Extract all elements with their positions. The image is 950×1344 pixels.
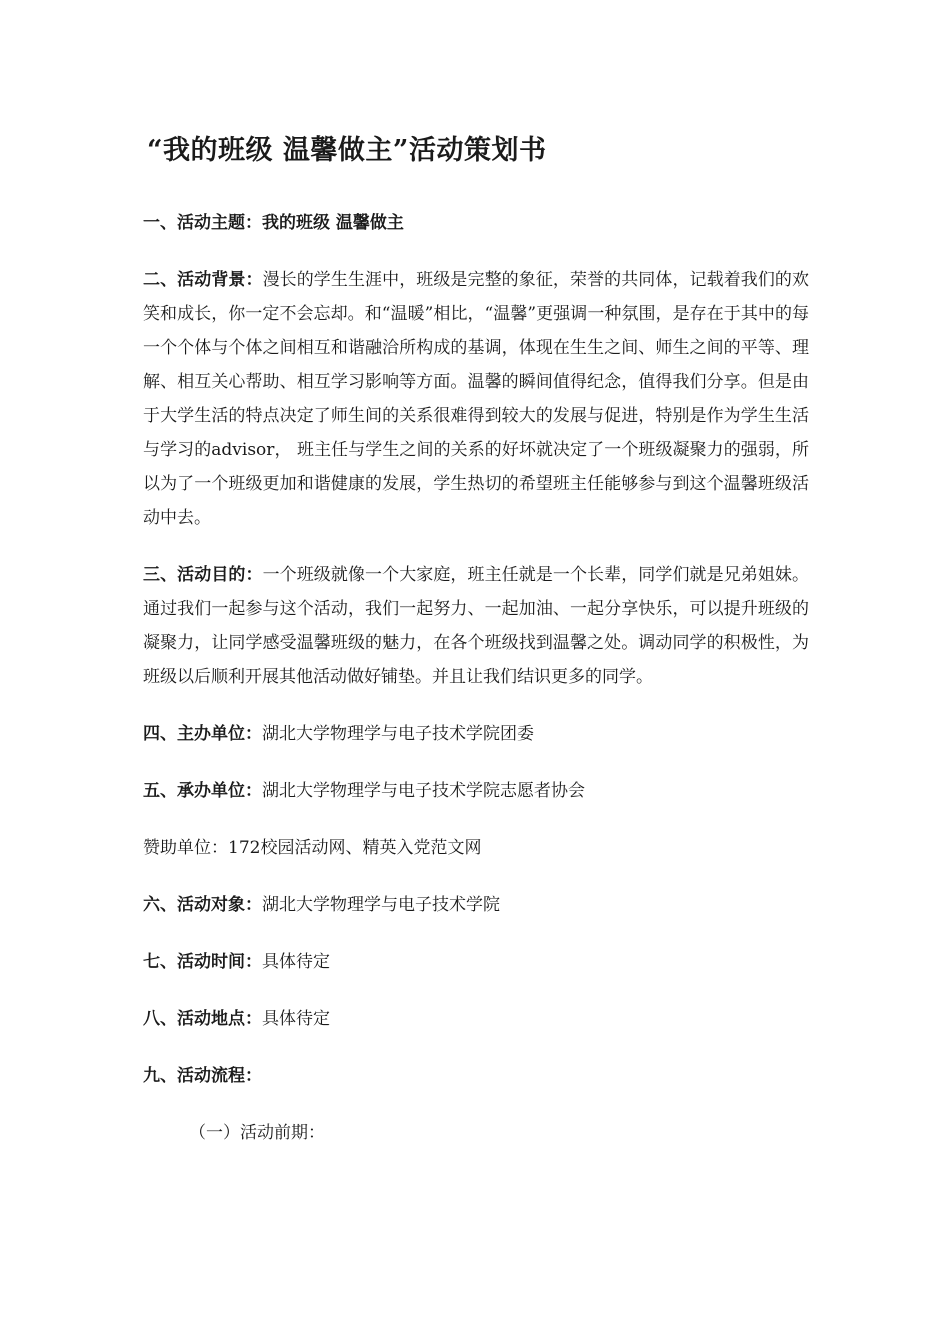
section-organizer xyxy=(143,717,809,751)
section-label: 二、活动背景： xyxy=(143,270,263,290)
section-label: 七、活动时间： xyxy=(143,952,262,972)
section-theme xyxy=(143,206,809,240)
section-text: 一个班级就像一个大家庭，班主任就是一个长辈，同学们就是兄弟姐妹。通过我们一起参与这个活动，我们一起努力、一起加油、一起分享快乐，可以提升班级的凝聚力，让同学感受温馨班级的魅力，在各个班级找到温馨之处。调动同学的积极性，为班级以后顺利开展其他活动做好铺垫。并且让我们结识更多的同学。 xyxy=(143,565,810,687)
section-undertaker xyxy=(143,774,809,808)
section-location xyxy=(143,1002,809,1036)
section-label: 一、活动主题： xyxy=(143,213,262,233)
section-time xyxy=(143,945,809,979)
section-text: 湖北大学物理学与电子技术学院团委 xyxy=(262,724,534,744)
section-text: 具体待定 xyxy=(262,952,330,972)
section-text: 我的班级 温馨做主 xyxy=(262,213,404,233)
section-label: 九、活动流程： xyxy=(143,1066,262,1086)
section-background xyxy=(143,263,809,535)
section-text: 具体待定 xyxy=(262,1009,330,1029)
section-text: 漫长的学生生涯中，班级是完整的象征，荣誉的共同体，记载着我们的欢笑和成长，你一定不会忘却。和“温暖”相比，“温馨”更强调一种氛围，是存在于其中的每一个个体与个体之间相互和谐融洽所构成的基调，体现在生生之间、师生之间的平等、理解、相互关心帮助、相互学习影响等方面。温馨的瞬间值得纪念，值得我们分享。但是由于大学生活的特点决定了师生间的关系很难得到较大的发展与促进，特别是作为学生生活与学习的advisor， 班主任与学生之间的关系的好坏就决定了一个班级凝聚力的强弱，所以为了一个班级更加和谐健康的发展，学生热切的希望班主任能够参与到这个温馨班级活动中去。 xyxy=(143,270,810,528)
section-audience xyxy=(143,888,809,922)
section-label: 六、活动对象： xyxy=(143,895,262,915)
document-title: “我的班级 温馨做主”活动策划书 xyxy=(147,135,547,166)
section-purpose xyxy=(143,558,809,694)
document-body xyxy=(143,206,809,1173)
section-sponsor xyxy=(143,831,809,865)
section-process xyxy=(143,1059,809,1093)
section-label: 八、活动地点： xyxy=(143,1009,262,1029)
section-label: 三、活动目的： xyxy=(143,565,263,585)
subheading-early-stage: （一）活动前期： xyxy=(189,1123,325,1143)
section-text: 湖北大学物理学与电子技术学院 xyxy=(262,895,500,915)
section-label: 四、主办单位： xyxy=(143,724,262,744)
section-text: 湖北大学物理学与电子技术学院志愿者协会 xyxy=(262,781,585,801)
section-label: 五、承办单位： xyxy=(143,781,262,801)
section-text: 赞助单位：172校园活动网、精英入党范文网 xyxy=(143,838,482,858)
